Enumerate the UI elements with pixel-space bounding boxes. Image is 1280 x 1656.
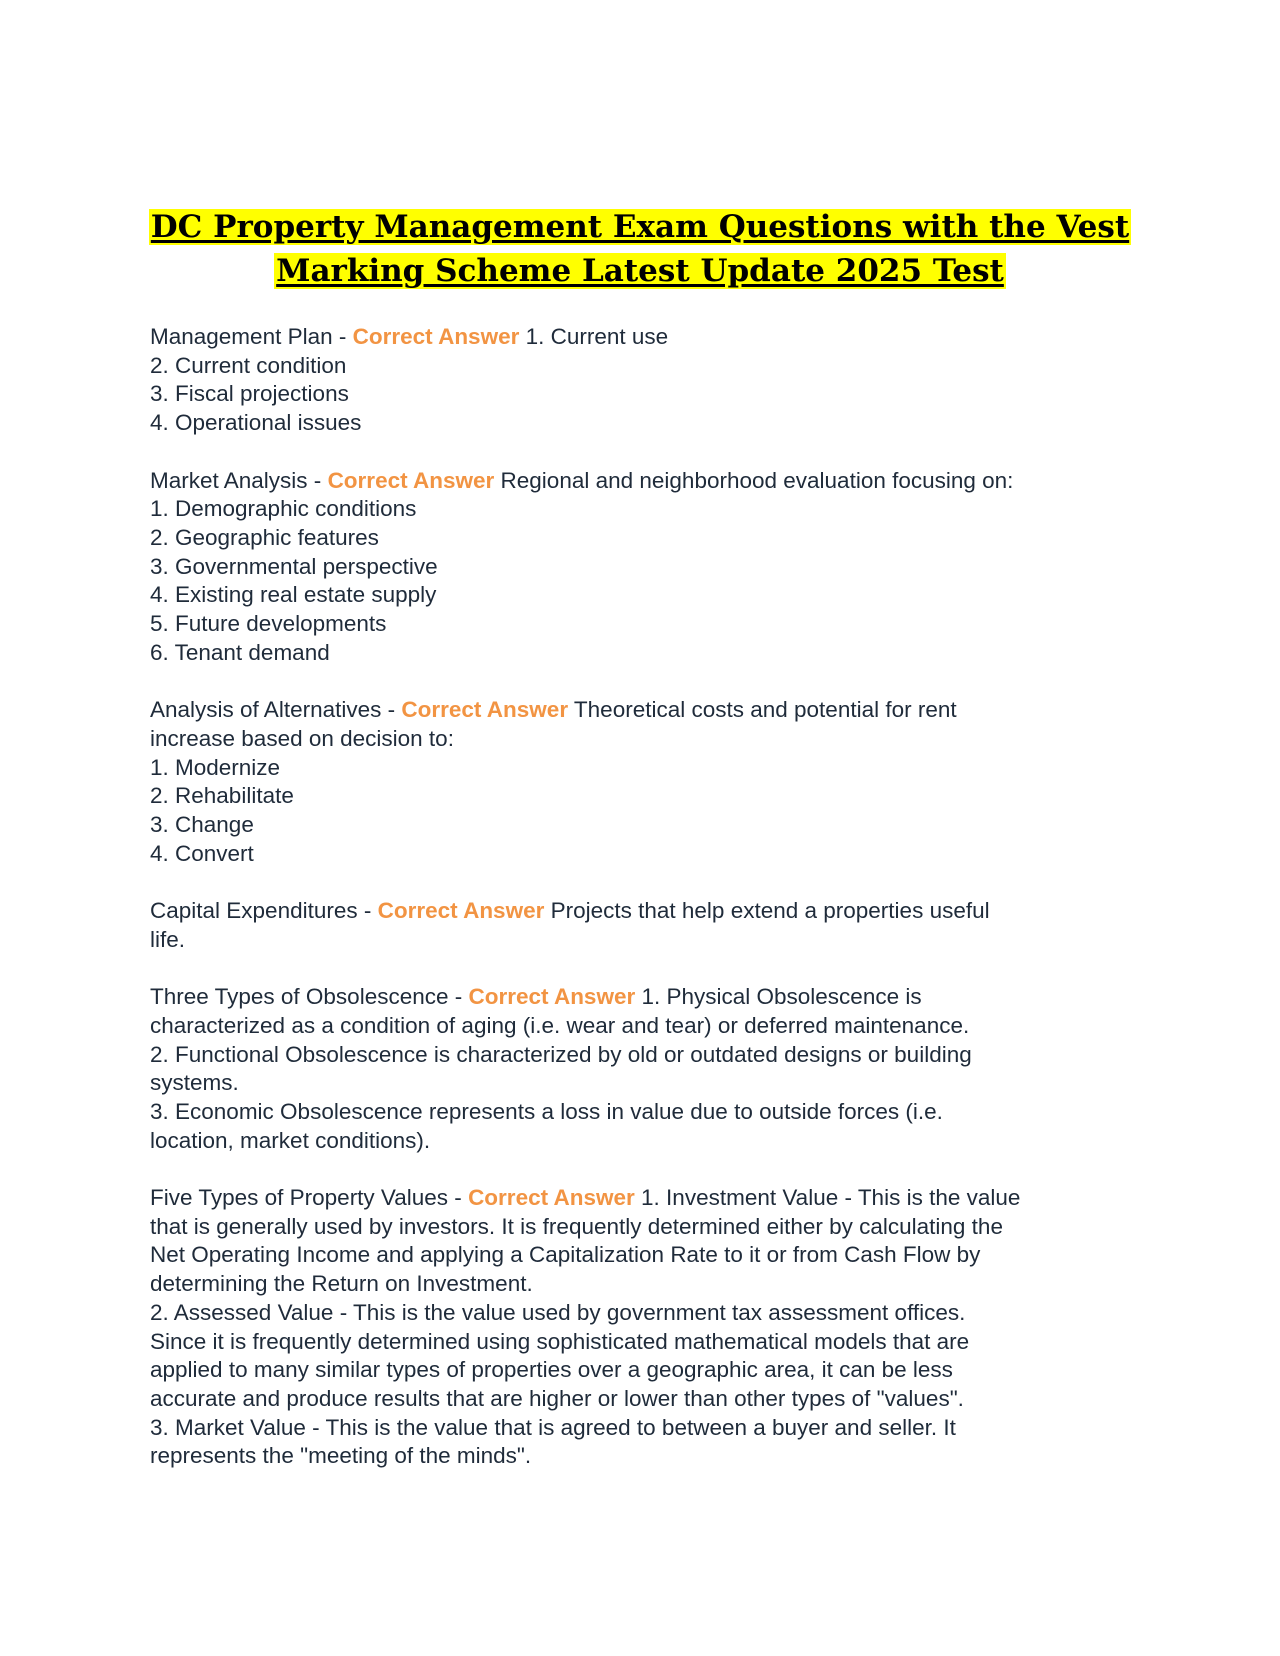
entry-first-line	[150, 696, 1140, 725]
document-title	[140, 205, 1140, 293]
entry-line: 6. Tenant demand	[150, 639, 330, 665]
entry-line: 2. Functional Obsolescence is characterized by old or outdated designs or building	[150, 1041, 972, 1067]
entry-line: that is generally used by investors. It is frequently determined either by calculating the	[150, 1213, 1003, 1239]
entry-first-line	[150, 983, 1140, 1012]
entry-answer-text: Theoretical costs and potential for rent	[568, 697, 957, 723]
entry-line: 4. Operational issues	[150, 410, 362, 436]
entry-answer-text: 1. Current use	[519, 324, 669, 349]
entry-line: determining the Return on Investment.	[150, 1271, 533, 1297]
entry-answer-text: Projects that help extend a properties useful	[544, 898, 990, 924]
correct-answer-label: Correct Answer	[468, 1185, 635, 1211]
entry-line: 3. Governmental perspective	[150, 553, 438, 579]
entry-line: 3. Market Value - This is the value that is agreed to between a buyer and seller. It	[150, 1414, 956, 1440]
qa-entry	[150, 696, 1140, 868]
entry-line: 2. Rehabilitate	[150, 783, 294, 809]
entry-term: Capital Expenditures -	[150, 898, 378, 924]
entry-line: applied to many similar types of properties over a geographic area, it can be less	[150, 1357, 953, 1383]
entry-answer-text: 1. Investment Value - This is the value	[634, 1185, 1021, 1211]
qa-entry	[150, 467, 1140, 668]
entry-line: 3. Change	[150, 811, 254, 837]
qa-entry	[150, 1184, 1140, 1471]
qa-content	[150, 323, 1140, 1500]
entry-term: Analysis of Alternatives -	[150, 697, 402, 723]
correct-answer-label: Correct Answer	[468, 984, 636, 1010]
entry-line: represents the "meeting of the minds".	[150, 1443, 532, 1469]
correct-answer-label: Correct Answer	[377, 898, 545, 924]
entry-line: systems.	[150, 1070, 239, 1096]
entry-line: 2. Current condition	[150, 352, 347, 378]
entry-line: 1. Modernize	[150, 754, 281, 780]
entry-term: Three Types of Obsolescence -	[150, 984, 469, 1010]
qa-entry	[150, 897, 1140, 954]
entry-term: Management Plan -	[150, 324, 353, 349]
qa-entry	[150, 323, 1140, 438]
entry-line: Net Operating Income and applying a Capitalization Rate to it or from Cash Flow by	[150, 1242, 981, 1268]
title-line-1: DC Property Management Exam Questions with the Vest	[150, 209, 1130, 245]
entry-line: 5. Future developments	[150, 611, 387, 637]
correct-answer-label: Correct Answer	[401, 697, 569, 723]
entry-line: 4. Existing real estate supply	[150, 582, 437, 608]
entry-term: Market Analysis -	[150, 467, 328, 493]
entry-line: Since it is frequently determined using sophisticated mathematical models that are	[150, 1328, 970, 1354]
entry-first-line	[150, 1184, 1140, 1213]
correct-answer-label: Correct Answer	[352, 324, 520, 349]
entry-first-line	[150, 897, 1140, 926]
entry-line: 3. Economic Obsolescence represents a loss in value due to outside forces (i.e.	[150, 1098, 943, 1124]
entry-line: 2. Assessed Value - This is the value used by government tax assessment offices.	[150, 1299, 966, 1325]
entry-line: location, market conditions).	[150, 1127, 431, 1153]
entry-line: 3. Fiscal projections	[150, 381, 349, 407]
entry-answer-text: 1. Physical Obsolescence is	[635, 984, 922, 1010]
entry-answer-text: Regional and neighborhood evaluation focusing on:	[494, 467, 1014, 493]
entry-first-line	[150, 323, 1140, 352]
entry-line: 4. Convert	[150, 840, 254, 866]
entry-line: 1. Demographic conditions	[150, 496, 417, 522]
entry-line: characterized as a condition of aging (i.e. wear and tear) or deferred maintenance.	[150, 1012, 970, 1038]
entry-line: life.	[150, 926, 186, 952]
qa-entry	[150, 983, 1140, 1155]
entry-line: increase based on decision to:	[150, 725, 454, 751]
entry-term: Five Types of Property Values -	[150, 1185, 469, 1211]
entry-first-line	[150, 467, 1140, 496]
entry-line: 2. Geographic features	[150, 524, 379, 550]
correct-answer-label: Correct Answer	[327, 467, 495, 493]
entry-line: accurate and produce results that are higher or lower than other types of "values".	[150, 1385, 964, 1411]
title-line-2: Marking Scheme Latest Update 2025 Test	[276, 253, 1004, 289]
